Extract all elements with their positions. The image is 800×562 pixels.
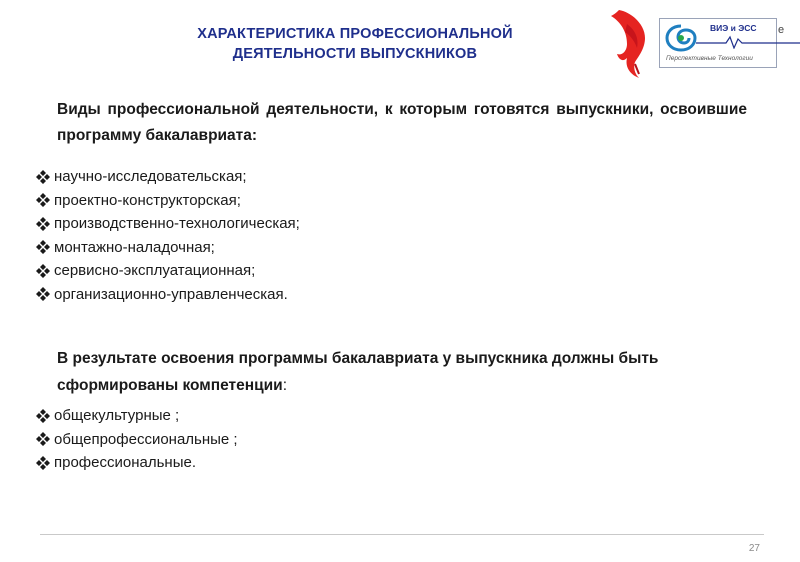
list-item [35,283,300,307]
list-item [35,212,300,236]
footer-divider [40,534,764,535]
list-item [35,236,300,260]
list-item [35,259,300,283]
list-item [35,189,300,213]
pulse-line-icon [696,35,800,49]
diamond-bullet-icon [35,192,51,208]
diamond-bullet-icon [35,263,51,279]
logo-name: ВИЭ и ЭСС [710,23,757,33]
section1-intro: Виды профессиональной деятельности, к которым готовятся выпускники, освоившие программу бакалавриата: [57,101,747,144]
logo-box [659,18,777,68]
page-title [120,24,590,64]
diamond-bullet-icon [35,408,51,424]
flame-logo-icon [605,2,665,80]
logo-subtitle: Перспективные Технологии [666,55,753,62]
diamond-bullet-icon [35,239,51,255]
section2-intro-bold: В результате освоения программы бакалавриата у выпускника должны быть сформированы компетенции [57,350,659,394]
title-line-1: ХАРАКТЕРИСТИКА ПРОФЕССИОНАЛЬНОЙ [197,26,513,42]
list-item-text: общепрофессиональные ; [54,430,238,448]
section2-intro-tail: : [282,377,288,394]
list-item [35,404,238,428]
list-item-text: профессиональные. [54,454,196,471]
swirl-icon [664,23,698,53]
list-item-text: научно-исследовательская; [54,168,247,185]
list-item [35,165,300,189]
list-item-text: сервисно-эксплуатационная; [54,262,256,279]
diamond-bullet-icon [35,455,51,471]
diamond-bullet-icon [35,431,51,447]
title-line-2: ДЕЯТЕЛЬНОСТИ ВЫПУСКНИКОВ [232,46,478,62]
list-item-text: организационно-управленческая. [54,285,288,303]
list-item-text: монтажно-наладочная; [54,238,215,256]
page-number: 27 [748,543,760,554]
diamond-bullet-icon [35,169,51,185]
logo [605,2,800,80]
activity-list [35,165,300,306]
list-item [35,428,238,452]
logo-letter: е [778,24,785,36]
diamond-bullet-icon [35,216,51,232]
list-item-text: производственно-технологическая; [54,215,300,232]
diamond-bullet-icon [35,286,51,302]
competence-list [35,404,238,475]
list-item [35,451,238,475]
list-item-text: проектно-конструкторская; [54,191,241,209]
list-item-text: общекультурные ; [54,407,180,424]
section2-intro [57,345,677,399]
